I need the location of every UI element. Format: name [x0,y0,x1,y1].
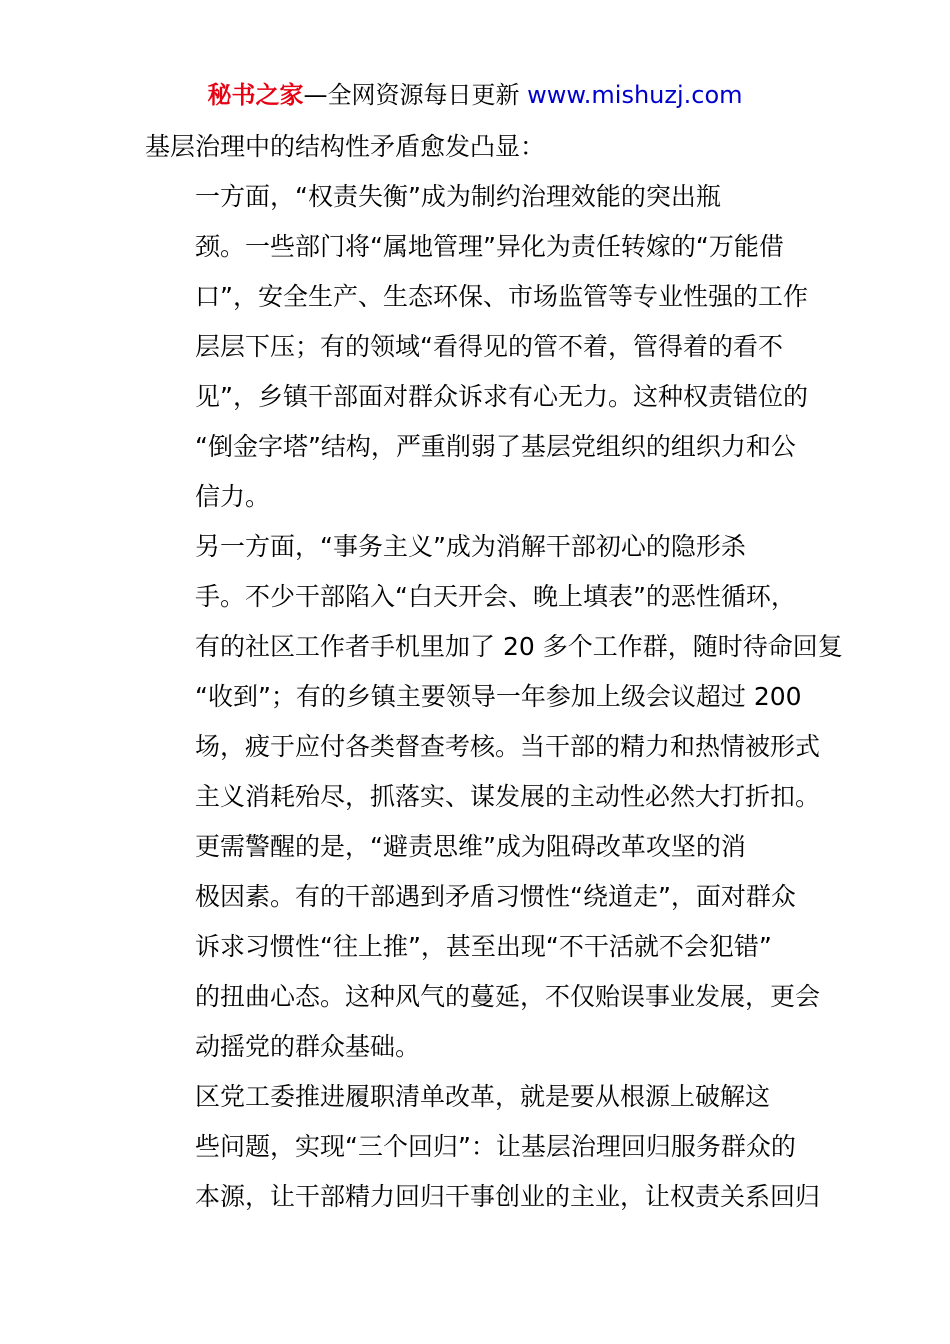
text-line: “倒金字塔”结构，严重削弱了基层党组织的组织力和公 [195,432,796,461]
watermark-header [0,78,950,112]
paragraph-intro [145,122,809,172]
text-line: “收到”；有的乡镇主要领导一年参加上级会议超过 200 [195,682,802,711]
text-line: 颈。一些部门将“属地管理”异化为责任转嫁的“万能借 [195,232,784,261]
brand-name: 秘书之家 [207,81,304,109]
site-url-link[interactable]: www.mishuzj.com [527,81,743,109]
paragraph-blame-avoidance [145,822,821,1072]
text-line: 区党工委推进履职清单改革，就是要从根源上破解这 [195,1082,771,1111]
paragraph-routinism [145,522,843,822]
text-line: 层层下压；有的领域“看得见的管不着，管得着的看不 [195,332,783,361]
text-line: 本源，让干部精力回归干事创业的主业，让权责关系回归 [195,1182,821,1211]
header-tagline: —全网资源每日更新 [303,81,520,109]
text-line: 信力。 [195,482,271,511]
text-line: 见”，乡镇干部面对群众诉求有心无力。这种权责错位的 [195,382,808,411]
text-line: 极因素。有的干部遇到矛盾习惯性“绕道走”，面对群众 [195,882,796,911]
text-line: 些问题，实现“三个回归”：让基层治理回归服务群众的 [195,1132,796,1161]
text-line: 基层治理中的结构性矛盾愈发凸显： [145,132,546,161]
text-line: 口”，安全生产、生态环保、市场监管等专业性强的工作 [195,282,808,311]
paragraph-power-imbalance [145,172,809,522]
text-line: 的扭曲心态。这种风气的蔓延，不仅贻误事业发展，更会 [195,982,821,1011]
text-line: 诉求习惯性“往上推”，甚至出现“不干活就不会犯错” [195,932,772,961]
text-line: 更需警醒的是，“避责思维”成为阻碍改革攻坚的消 [195,832,746,861]
text-line: 另一方面，“事务主义”成为消解干部初心的隐形杀 [195,532,746,561]
text-line: 动摇党的群众基础。 [195,1032,421,1061]
text-line: 主义消耗殆尽，抓落实、谋发展的主动性必然大打折扣。 [195,782,821,811]
text-line: 场，疲于应付各类督查考核。当干部的精力和热情被形式 [195,732,821,761]
text-line: 有的社区工作者手机里加了 20 多个工作群，随时待命回复 [195,632,843,661]
text-line: 手。不少干部陷入“白天开会、晚上填表”的恶性循环， [195,582,796,611]
paragraph-reform [145,1072,821,1222]
text-line: 一方面，“权责失衡”成为制约治理效能的突出瓶 [195,182,721,211]
document-body [145,122,843,1222]
